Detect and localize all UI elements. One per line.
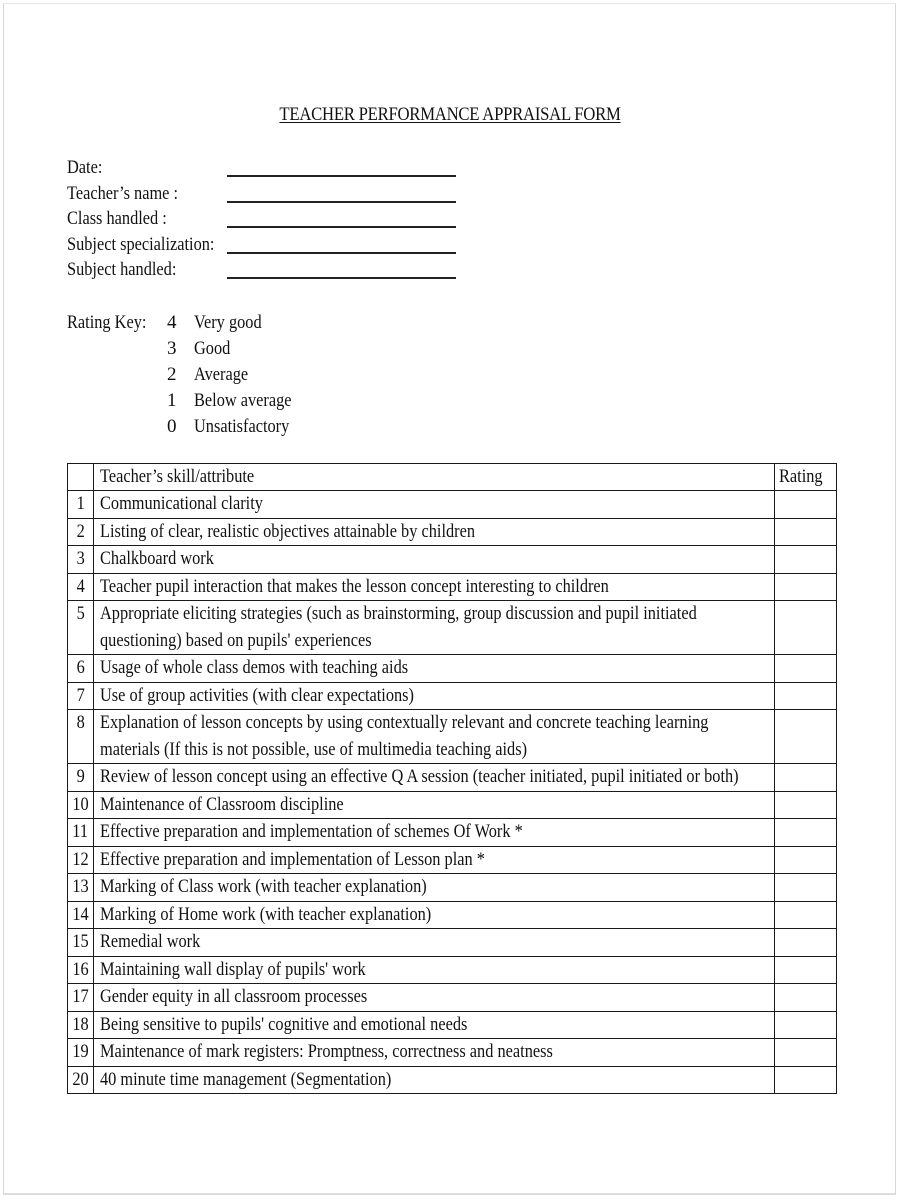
skill-cell [94,846,775,874]
field-label: Subject specialization: [67,233,215,255]
skill-cell [94,518,775,546]
row-number [68,819,94,847]
rating-cell[interactable] [775,791,837,819]
table-row [68,846,837,874]
table-row [68,655,837,683]
skill-text: Marking of Home work (with teacher explanation) [100,903,432,925]
table-row [68,1066,837,1094]
row-number-text: 8 [76,712,85,733]
page-title [54,104,846,126]
row-number-text: 12 [72,848,89,870]
header-fields [67,155,238,283]
table-row [68,819,837,847]
field-subject-specialization [67,232,238,258]
skill-cell [94,764,775,792]
table-row [68,984,837,1012]
field-subject-handled [67,257,238,283]
rating-cell[interactable] [775,846,837,874]
row-number [68,764,94,792]
table-row [68,791,837,819]
row-number [68,655,94,683]
header-rating [775,464,837,491]
rating-key-label: Rating Key: [67,312,147,333]
row-number [68,573,94,601]
rating-cell[interactable] [775,655,837,683]
table-header-row [68,464,837,491]
rating-cell[interactable] [775,764,837,792]
skill-cell [94,546,775,574]
rating-description: Below average [194,390,292,411]
table-row [68,682,837,710]
skill-text: Maintaining wall display of pupils' work [100,958,366,980]
skill-cell [94,984,775,1012]
rating-cell[interactable] [775,601,837,655]
skill-text: Remedial work [100,931,201,952]
skill-text: Gender equity in all classroom processes [100,986,368,1007]
table-row [68,1039,837,1067]
skill-text: Teacher pupil interaction that makes the lesson concept interesting to children [100,575,609,597]
field-teacher-name [67,181,238,207]
row-number [68,1066,94,1094]
rating-value: 3 [167,338,177,359]
row-number [68,901,94,929]
row-number [68,956,94,984]
rating-cell[interactable] [775,573,837,601]
skill-cell [94,1066,775,1094]
skill-text: Communicational clarity [100,493,263,514]
row-number [68,682,94,710]
table-row [68,601,837,655]
date-input-line[interactable] [227,175,456,177]
row-number-text: 16 [72,958,89,980]
rating-cell[interactable] [775,682,837,710]
table-row [68,491,837,519]
row-number [68,929,94,957]
field-label: Class handled : [67,208,167,230]
rating-cell[interactable] [775,491,837,519]
row-number-text: 13 [72,876,89,897]
skill-text: Usage of whole class demos with teaching aids [100,657,409,678]
skill-text: Chalkboard work [100,548,214,569]
table-row [68,518,837,546]
row-number-text: 2 [76,520,85,542]
skill-text: Being sensitive to pupils' cognitive and emotional needs [100,1013,468,1035]
skill-cell [94,655,775,683]
field-label: Subject handled: [67,259,177,281]
row-number [68,874,94,902]
rating-cell[interactable] [775,956,837,984]
skill-text: Maintenance of mark registers: Promptness, correctness and neatness [100,1041,553,1062]
rating-cell[interactable] [775,710,837,764]
row-number [68,984,94,1012]
skill-text: Listing of clear, realistic objectives attainable by children [100,520,476,542]
rating-value: 2 [167,364,177,385]
row-number-text: 4 [76,575,85,597]
rating-cell[interactable] [775,874,837,902]
subject-handled-input-line[interactable] [227,277,456,279]
table-row [68,956,837,984]
rating-cell[interactable] [775,1039,837,1067]
rating-cell[interactable] [775,1011,837,1039]
row-number [68,518,94,546]
header-rating-text: Rating [779,466,823,487]
table-row [68,710,837,764]
row-number-text: 6 [76,657,85,678]
skill-text: Effective preparation and implementation of Lesson plan * [100,848,486,870]
class-handled-input-line[interactable] [227,226,456,228]
skill-text: Effective preparation and implementation of schemes Of Work * [100,821,523,842]
table-row [68,764,837,792]
header-skill [94,464,775,491]
skill-text: Maintenance of Classroom discipline [100,793,344,815]
skill-cell [94,573,775,601]
table-row [68,1011,837,1039]
table-row [68,874,837,902]
rating-description: Very good [194,312,262,333]
teacher-name-input-line[interactable] [227,201,456,203]
rating-cell[interactable] [775,901,837,929]
row-number-text: 17 [72,986,89,1007]
skill-cell [94,1039,775,1067]
row-number [68,491,94,519]
row-number-text: 15 [72,931,89,952]
row-number-text: 19 [72,1041,89,1062]
skill-cell [94,791,775,819]
rating-description: Average [194,364,249,385]
skill-cell [94,901,775,929]
rating-cell[interactable] [775,819,837,847]
table-row [68,546,837,574]
rating-cell[interactable] [775,929,837,957]
header-num [68,464,94,491]
row-number [68,601,94,655]
rating-value: 0 [167,416,177,437]
skill-cell [94,491,775,519]
row-number [68,710,94,764]
row-number-text: 14 [72,903,89,925]
rating-cell[interactable] [775,984,837,1012]
table-body [68,491,837,1094]
rating-value: 1 [167,390,177,411]
row-number [68,1011,94,1039]
field-date [67,155,238,181]
rating-cell[interactable] [775,518,837,546]
rating-description: Good [194,338,231,359]
header-skill-text: Teacher’s skill/attribute [100,466,255,487]
subject-specialization-input-line[interactable] [227,252,456,254]
field-class-handled [67,206,238,232]
skill-text: Explanation of lesson concepts by using contextually relevant and concrete teaching learning materials (If this is not possible, use of multimedia teaching aids) [100,712,709,760]
rating-value: 4 [167,312,177,333]
skill-cell [94,1011,775,1039]
skill-text: 40 minute time management (Segmentation) [100,1068,392,1090]
row-number-text: 10 [72,793,89,815]
rating-cell[interactable] [775,546,837,574]
skill-text: Use of group activities (with clear expectations) [100,684,415,706]
field-label: Teacher’s name : [67,182,179,204]
row-number-text: 7 [76,684,85,706]
skill-cell [94,956,775,984]
row-number [68,546,94,574]
row-number [68,791,94,819]
row-number-text: 11 [72,821,89,842]
row-number-text: 1 [76,493,85,514]
skill-text: Appropriate eliciting strategies (such as brainstorming, group discussion and pupil initiated questioning) based on pupils' experiences [100,603,697,651]
skill-cell [94,819,775,847]
skill-cell [94,874,775,902]
row-number [68,846,94,874]
table-row [68,901,837,929]
skill-cell [94,682,775,710]
table-row [68,929,837,957]
row-number-text: 5 [76,603,85,624]
table-row [68,573,837,601]
appraisal-table [67,463,837,1094]
skill-cell [94,929,775,957]
skill-text: Review of lesson concept using an effective Q A session (teacher initiated, pupil initiated or both) [100,766,739,787]
skill-text: Marking of Class work (with teacher explanation) [100,876,427,897]
row-number-text: 18 [72,1013,89,1035]
field-label: Date: [67,157,103,178]
rating-description: Unsatisfactory [194,416,290,437]
skill-cell [94,710,775,764]
row-number-text: 20 [72,1068,89,1090]
page-title-text: TEACHER PERFORMANCE APPRAISAL FORM [279,104,621,125]
row-number [68,1039,94,1067]
rating-cell[interactable] [775,1066,837,1094]
row-number-text: 9 [76,766,85,787]
row-number-text: 3 [76,548,85,569]
skill-cell [94,601,775,655]
